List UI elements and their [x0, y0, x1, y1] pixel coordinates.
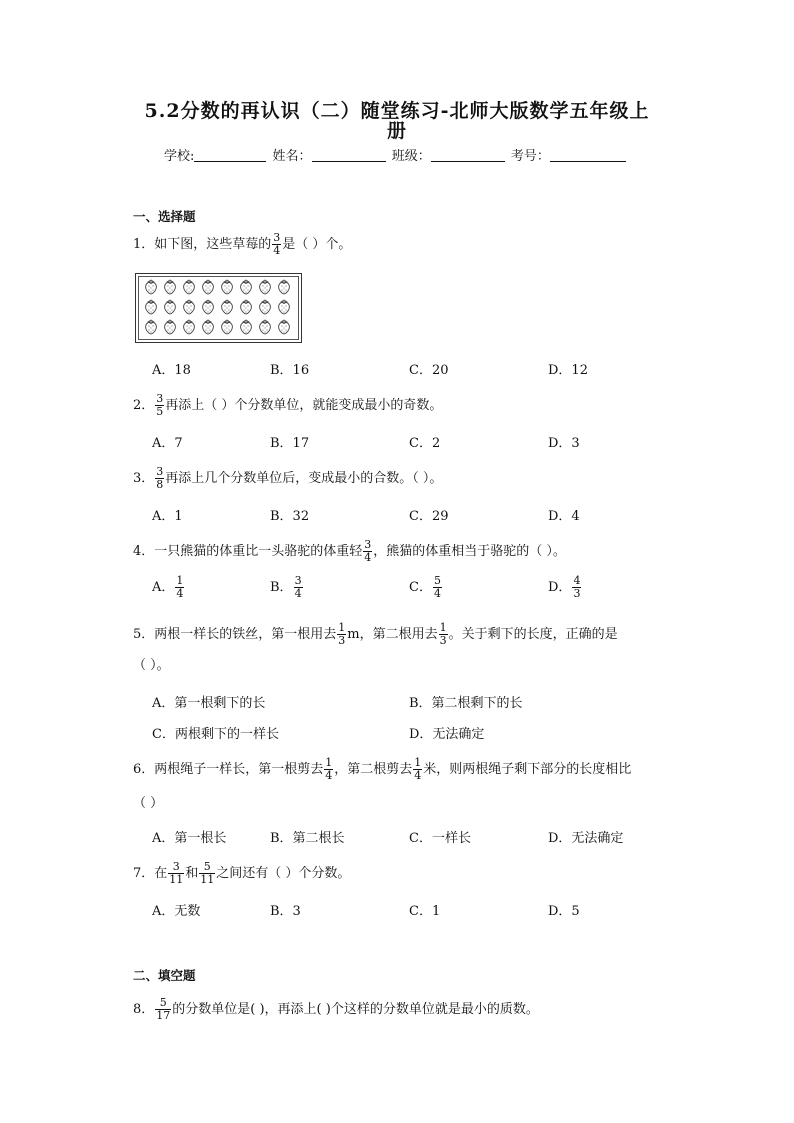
fraction: $\frac{5}{11}$: [200, 860, 215, 886]
question-6-text: 6．两根绳子一样长，第一根剪去: [133, 762, 324, 777]
strawberry-icon: [220, 319, 234, 335]
option-b[interactable]: B．第二根长: [270, 831, 345, 846]
question-7-text: 7．在: [133, 866, 168, 881]
option-c[interactable]: C．两根剩下的一样长: [152, 727, 279, 742]
fraction: $\frac{1}{3}$: [439, 621, 447, 647]
question-7: [133, 861, 350, 886]
number-blank[interactable]: [550, 149, 626, 162]
option-a[interactable]: A．第一根剩下的长: [152, 696, 266, 711]
question-2-text: 再添上（ ）个分数单位，就能变成最小的奇数。: [165, 398, 443, 413]
strawberry-icon: [182, 319, 196, 335]
school-blank[interactable]: [194, 149, 266, 162]
strawberry-icon: [239, 319, 253, 335]
question-number: 8．: [133, 1002, 155, 1017]
strawberry-figure: [135, 273, 302, 343]
option-c[interactable]: C．一样长: [409, 831, 471, 846]
option-d[interactable]: D． $\frac{4}{3}$: [548, 574, 581, 600]
question-6: [133, 757, 631, 782]
number-label: 考号：: [510, 149, 550, 164]
strawberry-icon: [239, 299, 253, 315]
fraction: $\frac{3}{4}$: [273, 231, 281, 257]
strawberry-icon: [201, 299, 215, 315]
strawberry-icon: [258, 319, 272, 335]
question-5-text-end: 。关于剩下的长度，正确的是: [448, 627, 618, 642]
strawberry-icon: [277, 319, 291, 335]
option-b[interactable]: B． $\frac{3}{4}$: [270, 574, 302, 600]
fraction: $\frac{1}{3}$: [338, 621, 346, 647]
option-d[interactable]: D．3: [548, 436, 580, 451]
strawberry-icon: [258, 279, 272, 295]
option-a[interactable]: A．18: [152, 363, 191, 378]
strawberry-icon: [201, 319, 215, 335]
option-a[interactable]: A．第一根长: [152, 831, 227, 846]
class-blank[interactable]: [431, 149, 505, 162]
question-1-text: 1．如下图，这些草莓的: [133, 237, 272, 252]
strawberry-icon: [220, 279, 234, 295]
section-heading-choice: 一、选择题: [133, 209, 196, 224]
option-b[interactable]: B．32: [270, 509, 310, 524]
name-label: 姓名：: [272, 149, 312, 164]
question-4-text-end: ，熊猫的体重相当于骆驼的（ ）。: [373, 544, 566, 559]
strawberry-icon: [201, 279, 215, 295]
strawberry-icon: [182, 279, 196, 295]
question-8-text: 的分数单位是( )，再添上( )个这样的分数单位就是最小的质数。: [172, 1002, 539, 1017]
page-title: 5.2分数的再认识（二）随堂练习-北师大版数学五年级上: [144, 100, 650, 122]
strawberry-icon: [239, 279, 253, 295]
strawberry-icon: [144, 319, 158, 335]
strawberry-icon: [163, 299, 177, 315]
question-number: 3．: [133, 471, 155, 486]
option-d[interactable]: D．12: [548, 363, 588, 378]
strawberry-icon: [220, 299, 234, 315]
option-a[interactable]: A． $\frac{1}{4}$: [152, 574, 184, 600]
option-a[interactable]: A．1: [152, 509, 183, 524]
question-1: [133, 232, 351, 257]
question-1-text-end: 是（ ）个。: [282, 237, 352, 252]
page-title-continued: 册: [386, 120, 407, 142]
question-7-text-mid: 和: [185, 866, 199, 881]
option-a[interactable]: A．7: [152, 436, 183, 451]
option-c[interactable]: C．1: [409, 904, 441, 919]
question-8: [133, 997, 539, 1022]
option-d[interactable]: D．4: [548, 509, 580, 524]
fraction: $\frac{3}{5}$: [156, 392, 164, 418]
option-b[interactable]: B．17: [270, 436, 310, 451]
question-5-answer-bracket: （ ）。: [133, 658, 170, 673]
question-6-answer-bracket: （ ）: [133, 796, 164, 811]
option-b[interactable]: B．3: [270, 904, 301, 919]
option-a[interactable]: A．无数: [152, 904, 201, 919]
question-4-text: 4．一只熊猫的体重比一头骆驼的体重轻: [133, 544, 363, 559]
question-3: [133, 466, 442, 491]
section-heading-fill: 二、填空题: [133, 968, 196, 983]
fraction: $\frac{3}{8}$: [156, 465, 164, 491]
option-c[interactable]: C．2: [409, 436, 441, 451]
option-d[interactable]: D．5: [548, 904, 580, 919]
question-5-text: 5．两根一样长的铁丝，第一根用去: [133, 627, 337, 642]
strawberry-icon: [163, 319, 177, 335]
option-c[interactable]: C． $\frac{5}{4}$: [409, 574, 441, 600]
option-d[interactable]: D．无法确定: [409, 727, 485, 742]
question-5-text-mid: m，第二根用去: [347, 627, 438, 642]
option-b[interactable]: B．第二根剩下的长: [409, 696, 523, 711]
question-3-text: 再添上几个分数单位后，变成最小的合数。（ ）。: [165, 471, 443, 486]
fraction: $\frac{1}{4}$: [325, 756, 333, 782]
question-5: [133, 622, 618, 647]
option-b[interactable]: B．16: [270, 363, 310, 378]
strawberry-icon: [277, 279, 291, 295]
option-c[interactable]: C．20: [409, 363, 449, 378]
name-blank[interactable]: [312, 149, 386, 162]
class-label: 班级：: [391, 149, 431, 164]
strawberry-icon: [258, 299, 272, 315]
option-c[interactable]: C．29: [409, 509, 449, 524]
strawberry-icon: [277, 299, 291, 315]
school-label: 学校:: [164, 149, 195, 164]
fraction: $\frac{1}{4}$: [414, 756, 422, 782]
question-2: [133, 393, 442, 418]
question-4: [133, 539, 566, 564]
strawberry-icon: [163, 279, 177, 295]
question-6-text-end: 米，则两根绳子剩下部分的长度相比: [423, 762, 632, 777]
strawberry-icon: [182, 299, 196, 315]
option-d[interactable]: D．无法确定: [548, 831, 624, 846]
strawberry-icon: [144, 279, 158, 295]
fraction: $\frac{3}{11}$: [169, 860, 184, 886]
strawberry-icon: [144, 299, 158, 315]
question-7-text-end: 之间还有（ ）个分数。: [216, 866, 351, 881]
question-6-text-mid: ，第二根剪去: [334, 762, 413, 777]
question-number: 2．: [133, 398, 155, 413]
fraction: $\frac{5}{17}$: [156, 996, 171, 1022]
student-info-row: [164, 145, 628, 164]
fraction: $\frac{3}{4}$: [364, 538, 372, 564]
